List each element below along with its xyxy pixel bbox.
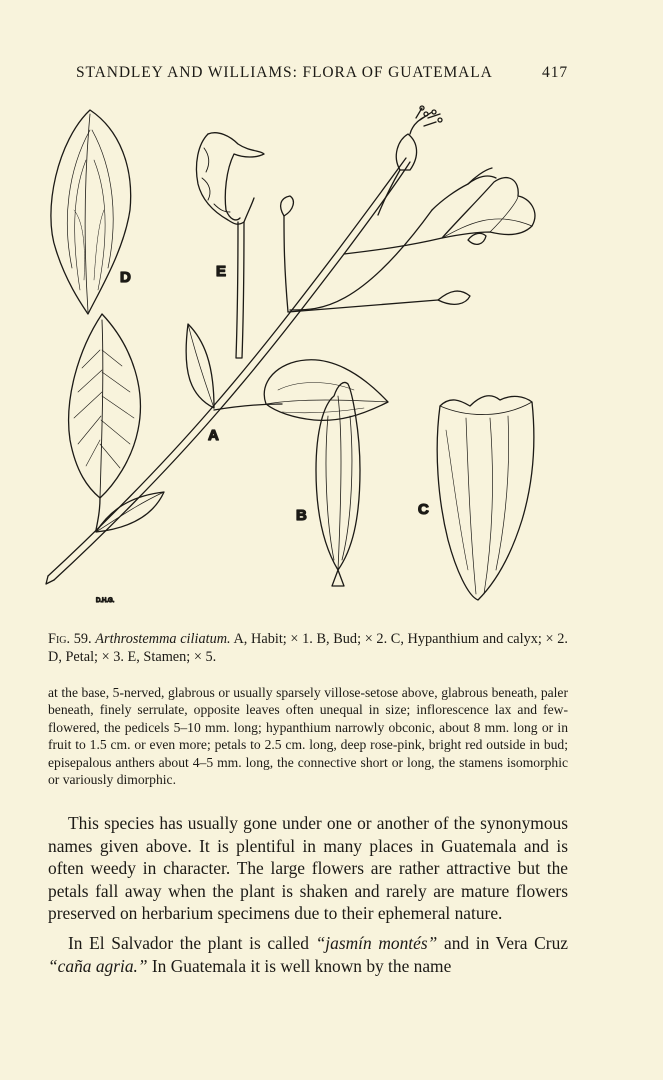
small-lower-leaf	[96, 492, 164, 532]
figure-label-b: B	[296, 507, 307, 524]
figure-caption-details: A, Habit; × 1. B, Bud; × 2. C, Hypanthium and calyx; × 2. D, Petal; × 3. E, Stamen; × 5.	[48, 631, 568, 665]
bud-drawing-b	[316, 383, 360, 587]
figure-label-c: C	[418, 501, 429, 518]
plate-drawing	[38, 100, 598, 620]
botanical-illustration	[38, 100, 598, 620]
figure-label-a: A	[208, 427, 219, 444]
figure-species: Arthrostemma ciliatum.	[95, 631, 231, 647]
petal-drawing-d	[51, 110, 131, 314]
artist-initials: D.H.G.	[96, 598, 115, 604]
common-name-jasmin: “jasmín montés”	[315, 932, 438, 953]
hypanthium-drawing-c	[437, 396, 534, 600]
paragraph-2-text-b: and in Vera Cruz	[437, 932, 568, 953]
paragraph-2-text-c: In Guatemala it is well known by the name	[147, 955, 452, 976]
common-name-cana: “caña agria.”	[48, 955, 148, 976]
page-number: 417	[542, 64, 568, 81]
body-text	[48, 812, 568, 977]
paragraph-1: This species has usually gone under one or another of the synonymous names given above. It is plentiful in many places in Guatemala and is often weedy in character. The large flowers are rather attractive but the petals fall away when the plant is shaken and rarely are mature flowers preserved on herbarium specimens due to their ephemeral nature.	[48, 813, 568, 924]
habit-drawing-a	[46, 106, 535, 584]
figure-label-e: E	[216, 263, 227, 280]
paragraph-2	[48, 932, 568, 977]
figure-caption	[48, 630, 568, 666]
figure-label-d: D	[120, 269, 131, 286]
stamen-drawing-e	[196, 133, 264, 358]
paragraph-2-text-a: In El Salvador the plant is called	[68, 932, 316, 953]
running-title: STANDLEY AND WILLIAMS: FLORA OF GUATEMALA	[76, 64, 493, 81]
figure-number: Fig. 59.	[48, 631, 92, 647]
species-description: at the base, 5-nerved, glabrous or usually sparsely villose-setose above, glabrous beneath, paler beneath, finely serrulate, opposite leaves often unequal in size; inflorescence lax and few-flowered, the pedicels 5–10 mm. long; hypanthium narrowly obconic, about 8 mm. long or in fruit to 1.5 cm. or even more; petals to 2.5 cm. long, deep rose-pink, bright red outside in bud; episepalous anthers about 4–5 mm. long, the connective short or long, the stamens isomorphic or variously dimorphic.	[48, 685, 568, 788]
running-header	[48, 64, 568, 86]
